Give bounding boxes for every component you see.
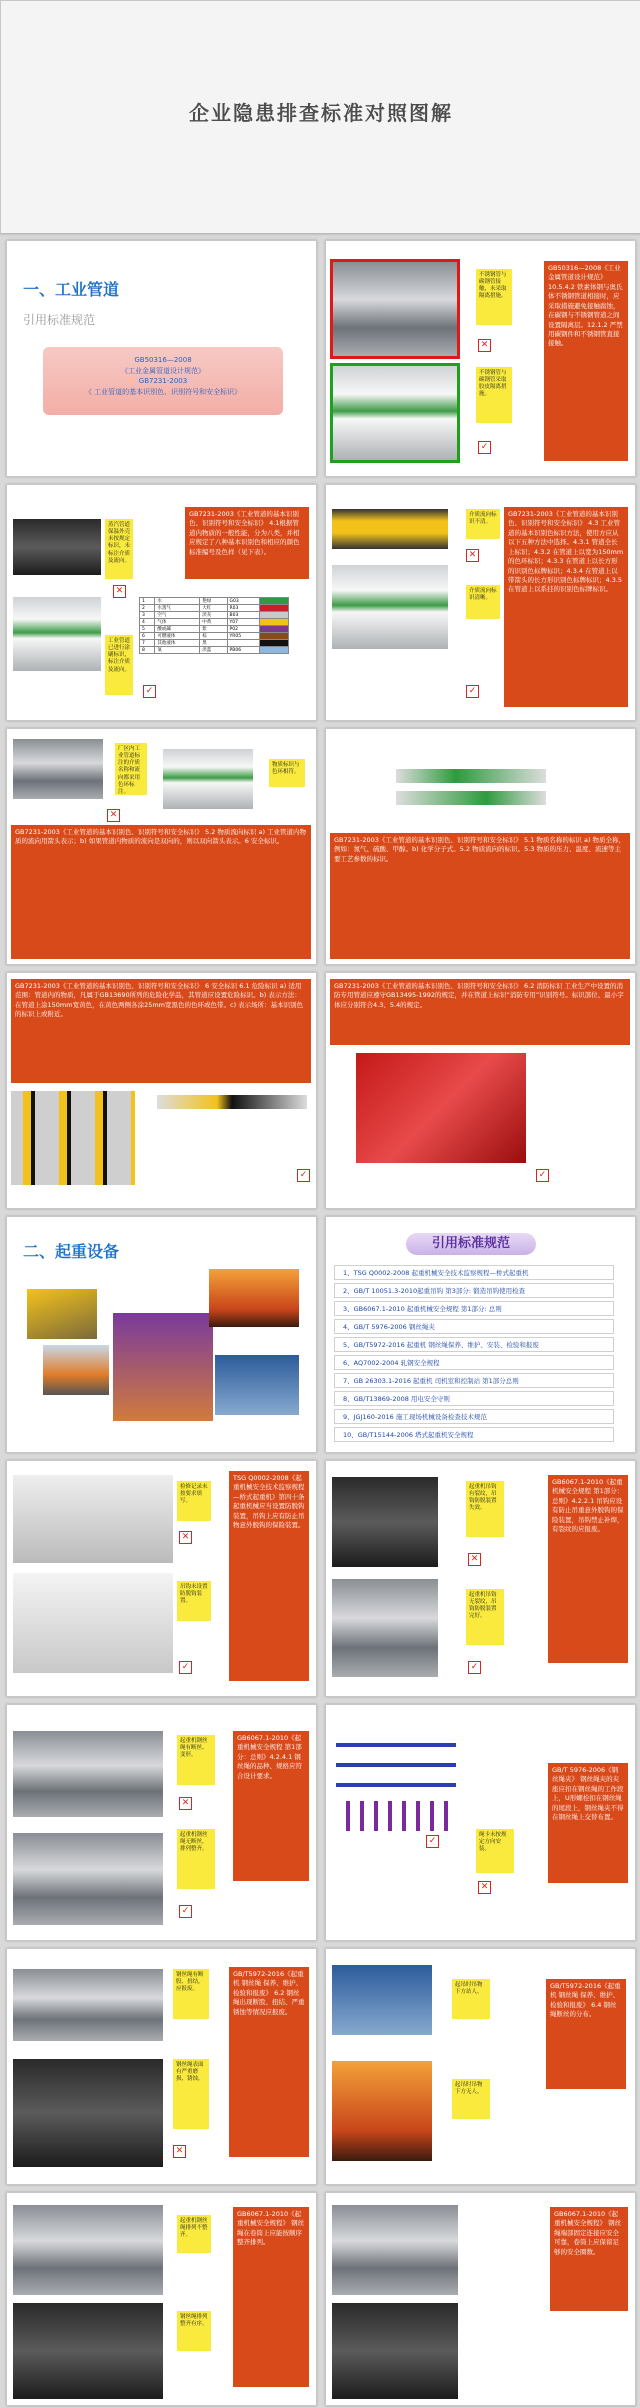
color-swatch: [260, 640, 289, 647]
slide-crane-section: [6, 1216, 317, 1453]
color-swatch: [260, 626, 289, 633]
table-cell: 6: [140, 633, 155, 640]
table-cell: YR05: [227, 633, 259, 640]
note-bad: 绳卡未按规定方向安装。: [476, 1829, 514, 1873]
slide-rope-end: [325, 2192, 636, 2406]
pipe-photo: [157, 1095, 307, 1109]
note-bad: 起重机钢丝绳排列不整齐。: [177, 2215, 211, 2253]
crane-photo: [27, 1289, 97, 1339]
slide-crane-standards: [325, 1216, 636, 1453]
pipe-photo: [332, 509, 448, 549]
list-item: 3、GB6067.1-2010 起重机械安全规程 第1部分: 总则: [334, 1301, 614, 1316]
x-mark-icon: ✕: [466, 549, 479, 562]
list-item: 9、JGJ160-2016 施工现场机械设备检查技术规范: [334, 1409, 614, 1424]
lifting-photo: [332, 2061, 432, 2161]
table-cell: R03: [227, 605, 259, 612]
table-cell: Y07: [227, 619, 259, 626]
slide-crane-hook-record: [6, 1460, 317, 1697]
note-good: 起重机吊钩无裂纹，吊钩防脱装置完好。: [466, 1589, 504, 1645]
color-swatch: [260, 633, 289, 640]
table-cell: 淡灰: [200, 612, 227, 619]
standard-text: GB50316—2008《工业金属管道设计规范》 10.5.4.2 铁素体钢与奥氏体不锈钢管道相接时，应采取措施避免接触腐蚀，在碳钢与不锈钢管道之间设置隔离层。12.1.2 严禁用碳钢件和不锈钢管直接接触。: [544, 261, 628, 461]
table-row: [140, 633, 289, 640]
slide-crane-clamps: [325, 1704, 636, 1941]
table-cell: [227, 640, 259, 647]
pipe-photo: [333, 366, 457, 460]
table-cell: 1: [140, 598, 155, 605]
table-cell: 大红: [200, 605, 227, 612]
ref-title: 引用标准规范: [406, 1233, 536, 1255]
slide-pipe-section: [6, 240, 317, 477]
table-cell: 艳绿: [200, 598, 227, 605]
table-row: [140, 626, 289, 633]
note-bad: 起吊时吊物下方站人。: [452, 1979, 490, 2019]
table-row: [140, 605, 289, 612]
table-cell: 水: [155, 598, 200, 605]
color-table: [139, 597, 289, 654]
table-cell: 空气: [155, 612, 200, 619]
table-cell: PB06: [227, 647, 259, 654]
table-cell: G03: [227, 598, 259, 605]
slide-crane-rope: [6, 1704, 317, 1941]
lifting-photo: [332, 1965, 432, 2035]
standard-text: GB/T5972-2016《起重机 钢丝绳 保养、维护、检验和报废》 6.2 钢丝绳出现断股、扭结、严重锈蚀等情况应报废。: [229, 1967, 309, 2157]
list-item: 4、GB/T 5976-2006 钢丝绳夹: [334, 1319, 614, 1334]
slide-pipe-isolation: [325, 240, 636, 477]
color-swatch: [260, 612, 289, 619]
table-cell: 其他液体: [155, 640, 200, 647]
table-cell: B03: [227, 612, 259, 619]
note-bad: 钢丝绳有断股、扭结，应报废。: [173, 1969, 209, 2019]
slide-pipe-flow: [325, 484, 636, 721]
note-good: 工业管道已进行涂刷标识，标注介质及流向。: [105, 635, 133, 695]
color-swatch: [260, 619, 289, 626]
table-cell: 中黄: [200, 619, 227, 626]
bad-photo-frame: [330, 259, 460, 359]
page-title: 企业隐患排查标准对照图解: [189, 101, 453, 125]
section-heading: 一、工业管道: [23, 280, 120, 299]
rope-photo: [332, 2303, 458, 2399]
rope-photo: [13, 1833, 163, 1925]
standard-text: TSG Q0002-2008《起重机械安全技术监察规程—桥式起重机》第四十条 起重机械应当设置防脱钩装置，吊钩上应有防止吊物意外脱钩的保险装置。: [229, 1471, 309, 1681]
note-bad: 钢丝绳表面有严重磨损、锈蚀。: [173, 2059, 209, 2129]
list-item: 1、TSG Q0002-2008 起重机械安全技术监察规程—桥式起重机: [334, 1265, 614, 1280]
table-row: [140, 619, 289, 626]
check-mark-icon: ✓: [466, 685, 479, 698]
color-swatch: [260, 647, 289, 654]
list-item: 8、GB/T13869-2008 用电安全守则: [334, 1391, 614, 1406]
section-subheading: 引用标准规范: [23, 313, 96, 327]
standard-text: GB/T 5976-2006《钢丝绳夹》 钢丝绳夹的夹座应扣在钢丝绳的工作段上，U形螺栓扣在钢丝绳的尾段上，钢丝绳夹不得在钢丝绳上交替布置。: [548, 1763, 628, 1883]
hook-photo: [332, 1477, 438, 1567]
note-bad: 不锈钢管与碳钢管接触，未采取隔离措施。: [476, 269, 512, 325]
list-item: 5、GB/T5972-2016 起重机 钢丝绳保养、维护、安装、检验和报废: [334, 1337, 614, 1352]
hook-photo: [332, 1579, 438, 1677]
check-mark-icon: ✓: [143, 685, 156, 698]
table-cell: P02: [227, 626, 259, 633]
note-info: 厂区内工业管道标注的介质名称和流向都采用色环标注。: [115, 743, 147, 795]
crane-photo: [113, 1313, 213, 1421]
standard-text: GB7231-2003《工业管道的基本识别色、识别符号和安全标识》 6.2 消防标识 工业生产中设置的消防专用管道应遵守GB13495-1992的规定，并在管道上标识“消防专用”识别符号。标识部位、最小字体应分别符合4.3、5.4的规定。: [330, 979, 630, 1045]
pipe-photo: [13, 597, 101, 671]
slide-pipe-danger: [6, 972, 317, 1209]
table-cell: 黑: [200, 640, 227, 647]
check-mark-icon: ✓: [478, 441, 491, 454]
table-cell: 酸或碱: [155, 626, 200, 633]
table-cell: 3: [140, 612, 155, 619]
x-mark-icon: ✕: [478, 339, 491, 352]
note-good: 不锈钢管与碳钢管采取胶皮隔离措施。: [476, 367, 512, 423]
pipe-photo: [13, 739, 103, 799]
standard-text: GB6067.1-2010《起重机械安全规程 第1部分：总则》4.2.2.1 吊钩应设有防止吊重意外脱钩的保险装置，吊钩禁止补焊，有裂纹的应报废。: [548, 1475, 628, 1663]
check-mark-icon: ✓: [179, 1905, 192, 1918]
slide-crane-hook: [325, 1460, 636, 1697]
note-bad: 起重机钢丝绳有断丝、变形。: [177, 1735, 215, 1785]
section-heading: 二、起重设备: [23, 1242, 120, 1261]
slide-pipe-rings: [6, 728, 317, 965]
check-mark-icon: ✓: [468, 1661, 481, 1674]
standard-text: GB/T5972-2016《起重机 钢丝绳 保养、维护、检验和报废》 6.4 钢丝绳断丝的分布。: [546, 1979, 626, 2089]
note-bad: 介质流向标识不清。: [466, 509, 500, 539]
standard-text: GB7231-2003《工业管道的基本识别色、识别符号和安全标识》 5.2 物质流向标识 a) 工业管道内物质的流向用箭头表示；b) 如果管道内物质的流向是双向的，则以双向箭头表示。6 安全标识。: [11, 825, 311, 959]
crane-photo: [43, 1345, 109, 1395]
note-bad: 起重机吊钩有裂纹，吊钩防脱装置失效。: [466, 1481, 504, 1537]
color-swatch: [260, 605, 289, 612]
good-photo-frame: [330, 363, 460, 463]
standard-line: GB50316—2008: [134, 356, 192, 364]
note-good: 起吊时吊物下方无人。: [452, 2079, 490, 2119]
table-cell: 气体: [155, 619, 200, 626]
standards-list: [334, 1265, 614, 1445]
table-cell: 7: [140, 640, 155, 647]
slide-rope-lifting: [325, 1948, 636, 2185]
list-item: 7、GB 26303.1-2016 起重机 司机室和控制站 第1部分总则: [334, 1373, 614, 1388]
note-good: 钢丝绳排列整齐有序。: [177, 2311, 211, 2351]
standards-box: [43, 347, 283, 415]
table-row: [140, 598, 289, 605]
standard-text: GB6067.1-2010《起重机械安全规程》 钢丝绳在卷筒上应能按顺序整齐排列。: [233, 2207, 309, 2387]
x-mark-icon: ✕: [478, 1881, 491, 1894]
table-cell: 5: [140, 626, 155, 633]
x-mark-icon: ✕: [173, 2145, 186, 2158]
list-item: 6、AQ7002-2004 轧钢安全规程: [334, 1355, 614, 1370]
rope-photo: [13, 2059, 163, 2167]
slide-rope-scrap: [6, 1948, 317, 2185]
x-mark-icon: ✕: [113, 585, 126, 598]
table-row: [140, 640, 289, 647]
standard-line: GB7231-2003: [138, 377, 188, 385]
drum-photo: [13, 2303, 163, 2399]
rope-photo: [332, 2205, 458, 2295]
note-info: 物质标识与色环相符。: [269, 759, 305, 787]
note-good: 介质流向标识清晰。: [466, 585, 500, 619]
table-cell: 棕: [200, 633, 227, 640]
pipe-photo: [163, 749, 253, 809]
table-cell: 8: [140, 647, 155, 654]
x-mark-icon: ✕: [107, 809, 120, 822]
table-cell: 4: [140, 619, 155, 626]
x-mark-icon: ✕: [179, 1797, 192, 1810]
standard-text: GB6067.1-2010《起重机械安全规程 第1部分：总则》4.2.4.1 钢丝绳的品种、规格应符合设计要求。: [233, 1731, 309, 1881]
crane-photo: [215, 1355, 299, 1415]
note-bad: 检修记录未按要求填写。: [177, 1481, 211, 1521]
color-swatch: [260, 598, 289, 605]
note-bad: 蒸汽管道保温外壳未按规定标识，未标注介质及流向。: [105, 519, 133, 579]
table-cell: 可燃液体: [155, 633, 200, 640]
slide-pipe-fire: [325, 972, 636, 1209]
pipe-photo: [13, 519, 101, 575]
table-cell: 2: [140, 605, 155, 612]
slide-pipe-names: [325, 728, 636, 965]
x-mark-icon: ✕: [179, 1531, 192, 1544]
document-photo: [13, 1475, 173, 1563]
check-mark-icon: ✓: [426, 1835, 439, 1848]
slide-rope-drum: [6, 2192, 317, 2406]
check-mark-icon: ✓: [297, 1169, 310, 1182]
table-cell: 氧: [155, 647, 200, 654]
title-slide: [0, 0, 640, 234]
table-cell: 淡蓝: [200, 647, 227, 654]
rope-chart-photo: [13, 1969, 163, 2041]
table-cell: 水蒸气: [155, 605, 200, 612]
crane-photo: [209, 1269, 299, 1327]
rope-photo: [13, 1731, 163, 1817]
standard-text: GB7231-2003《工业管道的基本识别色、识别符号和安全标识》 5.1 物质名称的标识 a) 物质全称，例如：氮气、硫酸、甲醇。b) 化学分子式。5.2 物质流向的标识。5.3 物质的压力、温度、流速等主要工艺参数的标识。: [330, 833, 630, 959]
check-mark-icon: ✓: [536, 1169, 549, 1182]
table-row: [140, 647, 289, 654]
note-good: 起重机钢丝绳无断丝，排列整齐。: [177, 1829, 215, 1889]
standard-text: GB7231-2003《工业管道的基本识别色、识别符号和安全标识》 6 安全标识 6.1 危险标识 a) 适用范围：管道内的物质，凡属于GB13690所列的危险化学品，其管道应设置危险标识。b) 表示方法：在管道上涂150mm宽黄色，在黄色两侧各涂25mm宽黑色的色环或色带。c) 表示场所：基本识别色的标识上或附近。: [11, 979, 311, 1083]
pipe-photo: [396, 769, 546, 783]
pipe-photo: [333, 262, 457, 356]
list-item: 10、GB/T15144-2006 塔式起重机安全规程: [334, 1427, 614, 1442]
drum-photo: [13, 2205, 163, 2295]
standard-line: 《 工业管道的基本识别色、识别符号和安全标识》: [84, 387, 242, 396]
standard-line: 《工业金属管道设计规范》: [121, 366, 205, 375]
clamp-diagram: [336, 1735, 456, 1797]
note-info: 吊钩未设置防脱钩装置。: [177, 1581, 211, 1621]
standard-text: GB7231-2003《工业管道的基本识别色、识别符号和安全标识》 4.3 工业管道的基本识别色标识方法，使用方应从以下五种方法中选择。4.3.1 管道全长上标识；4.3.2 在管道上以宽为150mm的色环标识；4.3.3 在管道上以长方形的识别色标牌标识；4.3.4 在管道上以带箭头的长方形识别色标牌标识；4.3.5 在管道上以系挂的识别色标牌标识。: [504, 507, 628, 707]
table-cell: 紫: [200, 626, 227, 633]
pipe-photo: [332, 565, 448, 649]
pipe-photo: [11, 1091, 135, 1185]
standard-text: GB7231-2003《工业管道的基本识别色、识别符号和安全标识》 4.1根据管道内物质的一般性能，分为八类，并相应规定了八种基本识别色和相应的颜色标准编号及色样（见下表）。: [185, 507, 309, 579]
slide-pipe-colors: [6, 484, 317, 721]
clamp-diagram: [336, 1801, 456, 1831]
document-photo: [13, 1573, 173, 1673]
table-row: [140, 612, 289, 619]
fire-pipe-photo: [356, 1053, 526, 1163]
pipe-photo: [396, 791, 546, 805]
check-mark-icon: ✓: [179, 1661, 192, 1674]
x-mark-icon: ✕: [468, 1553, 481, 1566]
standard-text: GB6067.1-2010《起重机械安全规程》 钢丝绳端部固定连接应安全可靠，卷筒上应保留足够的安全圈数。: [550, 2207, 628, 2311]
list-item: 2、GB/T 10051.3-2010起重吊钩 第3部分: 锻造吊钩使用检查: [334, 1283, 614, 1298]
